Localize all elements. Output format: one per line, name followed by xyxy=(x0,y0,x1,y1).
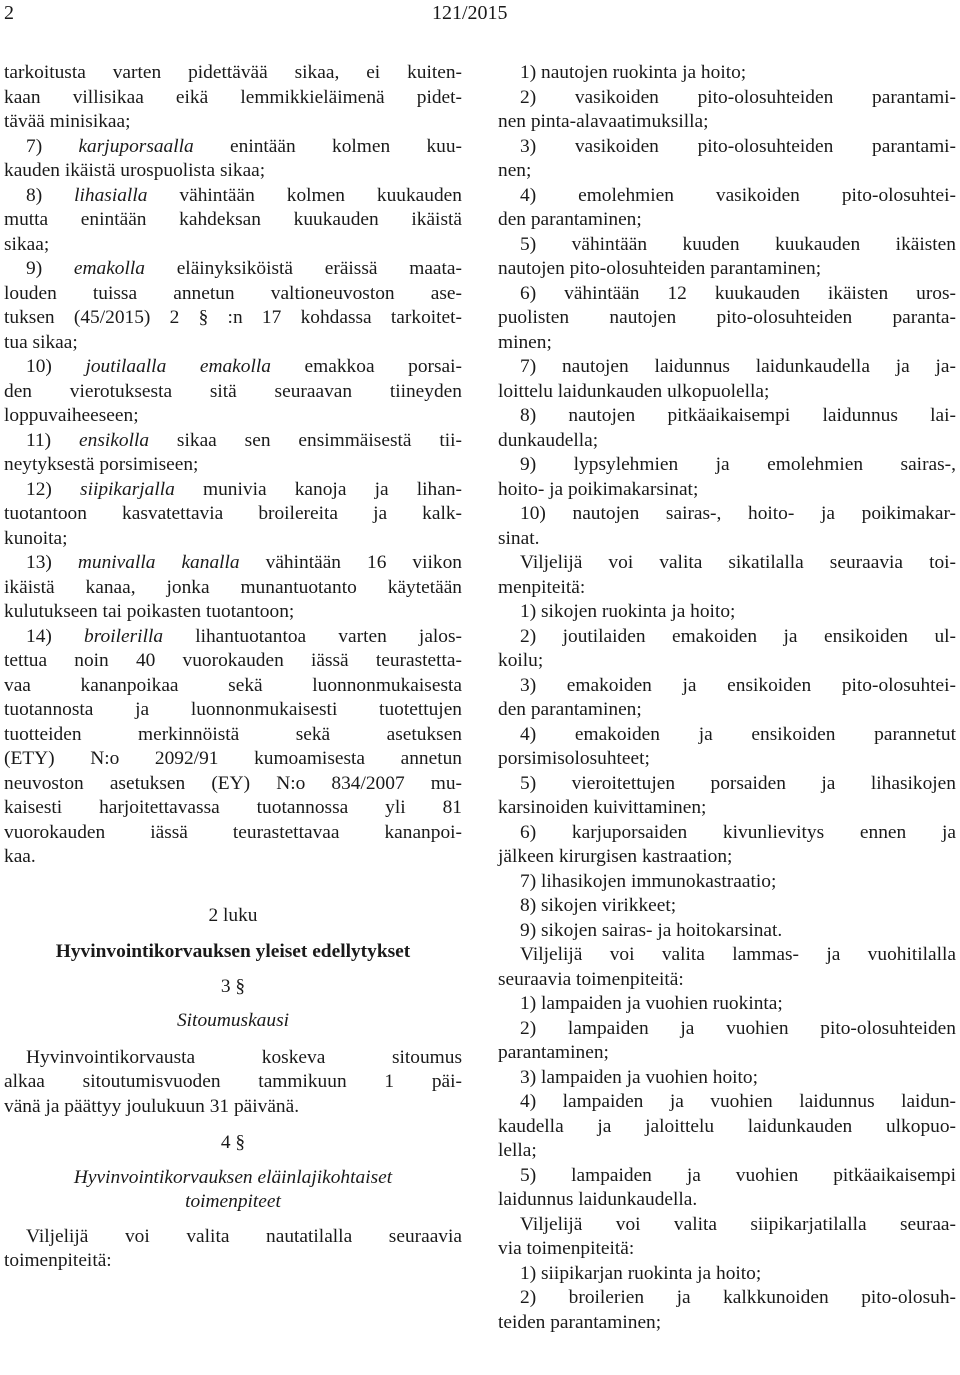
spacer xyxy=(4,870,462,890)
statute-reference: 121/2015 xyxy=(432,2,508,24)
text-line: 3 § xyxy=(220,975,246,997)
defined-term: broilerilla xyxy=(84,625,164,647)
text-line: 6) karjuporsaiden kivunlievitys ennen ja xyxy=(520,821,956,843)
text-line: 1) siipikarjan ruokinta ja hoito; xyxy=(520,1262,762,1284)
paragraph xyxy=(498,1017,956,1066)
text-line: 2 luku xyxy=(208,904,258,926)
paragraph xyxy=(498,943,956,992)
text-line: 2) lampaiden ja vuohien pito-olosuhteiden xyxy=(520,1017,956,1039)
text-line: 2) broilerien ja kalkkunoiden pito-olosuh- xyxy=(520,1287,956,1308)
text-line: puolisten nautojen pito-olosuhteiden paranta- xyxy=(498,307,956,328)
text-line: sikaa; xyxy=(4,233,50,255)
text-line: hoito- ja poikimakarsinat; xyxy=(498,478,699,500)
text-line: nen; xyxy=(498,160,532,181)
paragraph xyxy=(498,1262,956,1287)
text-line: Viljelijä voi valita nautatilalla seuraavia xyxy=(26,1225,462,1247)
paragraph xyxy=(4,257,462,355)
text-line: 4) emolehmien vasikoiden pito-olosuhtei- xyxy=(520,184,956,206)
text-line: vänä ja päättyy joulukuun 31 päivänä. xyxy=(4,1095,300,1117)
defined-term: siipikarjalla xyxy=(80,478,175,500)
text-line: Viljelijä voi valita sikatilalla seuraavia toi- xyxy=(520,552,956,573)
text-line: Viljelijä voi valita siipikarjatilalla seuraa- xyxy=(520,1213,956,1235)
paragraph xyxy=(498,86,956,135)
text-line: tävää minisikaa; xyxy=(4,111,131,132)
text-line: Viljelijä voi valita lammas- ja vuohitilalla xyxy=(520,944,956,965)
text-line: porsimisolosuhteet; xyxy=(498,748,650,769)
heading xyxy=(4,1166,462,1215)
paragraph xyxy=(4,551,462,625)
text-line: tuotteiden merkinnöistä sekä asetuksen xyxy=(4,723,462,745)
text-line: Hyvinvointikorvauksen eläinlajikohtaiset xyxy=(73,1166,393,1188)
paragraph xyxy=(4,625,462,870)
text-line: kaan villisikaa eikä lemmikkieläimenä pidet- xyxy=(4,86,462,108)
paragraph xyxy=(498,551,956,600)
text-line: kunoita; xyxy=(4,527,68,549)
paragraph xyxy=(4,1046,462,1120)
paragraph xyxy=(498,894,956,919)
paragraph xyxy=(4,1225,462,1274)
text-line: loppuvaiheeseen; xyxy=(4,405,139,426)
text-line: 2) joutilaiden emakoiden ja ensikoiden ul- xyxy=(520,625,956,647)
text-line: den vierotuksesta sitä seuraavan tiineyden xyxy=(4,380,462,402)
paragraph xyxy=(498,821,956,870)
text-line: ikäistä kanaa, jonka munantuotanto käytetään xyxy=(4,576,462,598)
text-line: 7) lihasikojen immunokastraatio; xyxy=(520,870,777,892)
text-line: toimenpiteet xyxy=(185,1191,281,1212)
heading xyxy=(4,1131,462,1156)
text-line: laidunnus laidunkaudella. xyxy=(498,1189,698,1210)
heading xyxy=(4,1009,462,1034)
paragraph xyxy=(498,184,956,233)
paragraph xyxy=(498,674,956,723)
text-line: dunkaudella; xyxy=(498,429,599,451)
text-line: parantaminen; xyxy=(498,1042,609,1063)
text-line: 10) nautojen sairas-, hoito- ja poikimakar- xyxy=(520,503,956,524)
paragraph xyxy=(498,1213,956,1262)
text-line: 4) emakoiden ja ensikoiden parannetut xyxy=(520,723,956,745)
text-line: Hyvinvointikorvauksen yleiset edellytykset xyxy=(55,941,411,962)
text-line: kaa. xyxy=(4,846,36,867)
paragraph xyxy=(498,1066,956,1091)
paragraph xyxy=(498,135,956,184)
text-line: 8) nautojen pitkäaikaisempi laidunnus lai- xyxy=(520,405,956,426)
text-line: kulutukseen tai poikasten tuotantoon; xyxy=(4,601,295,622)
text-line: kaudella ja jaloittelu laidunkauden ulkopuo- xyxy=(498,1115,956,1137)
text-line: teiden parantaminen; xyxy=(498,1311,662,1333)
text-line: 13) munivalla kanalla vähintään 16 viikon xyxy=(26,552,462,573)
paragraph xyxy=(498,992,956,1017)
text-line: 11) ensikolla sikaa sen ensimmäisestä tii- xyxy=(26,429,462,451)
paragraph xyxy=(4,355,462,429)
paragraph xyxy=(498,233,956,282)
text-line: tuotannosta ja luonnonmukaisesti tuotettujen xyxy=(4,699,462,720)
paragraph xyxy=(498,625,956,674)
paragraph xyxy=(498,772,956,821)
text-line: 4 § xyxy=(220,1132,246,1153)
text-line: loittelu laidunkauden ulkopuolella; xyxy=(498,380,770,402)
paragraph xyxy=(4,184,462,258)
page-number: 2 xyxy=(4,2,14,24)
text-line: neuvoston asetuksen (EY) N:o 834/2007 mu- xyxy=(4,772,462,794)
text-line: tuksen (45/2015) 2 § :n 17 kohdassa tarkoitet- xyxy=(4,307,462,328)
paragraph xyxy=(498,600,956,625)
text-line: tua sikaa; xyxy=(4,331,78,353)
text-line: 3) lampaiden ja vuohien hoito; xyxy=(520,1066,759,1088)
text-line: minen; xyxy=(498,331,552,353)
text-line: 14) broilerilla lihantuotantoa varten jalos- xyxy=(26,625,463,647)
text-line: lella; xyxy=(498,1140,537,1161)
paragraph xyxy=(4,429,462,478)
paragraph xyxy=(498,355,956,404)
text-line: 9) sikojen sairas- ja hoitokarsinat. xyxy=(520,919,783,941)
paragraph xyxy=(4,61,462,135)
defined-term: munivalla kanalla xyxy=(77,552,240,573)
paragraph xyxy=(498,1090,956,1164)
text-line: vuorokauden iässä teurastettavaa kananpoi- xyxy=(4,821,462,843)
text-line: 12) siipikarjalla munivia kanoja ja lihan- xyxy=(26,478,462,500)
paragraph xyxy=(498,61,956,86)
text-line: nautojen pito-olosuhteiden parantaminen; xyxy=(498,258,822,279)
text-line: 9) emakolla eläinyksiköistä eräissä maata- xyxy=(26,258,462,279)
text-line: 1) nautojen ruokinta ja hoito; xyxy=(520,62,747,83)
text-line: 2) vasikoiden pito-olosuhteiden parantami- xyxy=(520,86,956,108)
text-line: 5) lampaiden ja vuohien pitkäaikaisempi xyxy=(520,1164,956,1186)
defined-term: lihasialla xyxy=(74,184,148,206)
paragraph xyxy=(498,1164,956,1213)
text-line: kauden ikäistä urospuolista sikaa; xyxy=(4,160,266,181)
text-line: den parantaminen; xyxy=(498,699,642,720)
text-line: 8) sikojen virikkeet; xyxy=(520,895,677,916)
paragraph xyxy=(4,135,462,184)
text-line: sinat. xyxy=(498,527,540,549)
defined-term: karjuporsaalla xyxy=(78,135,194,157)
text-line: 5) vieroitettujen porsaiden ja lihasikojen xyxy=(520,772,956,794)
text-line: seuraavia toimenpiteitä: xyxy=(498,968,684,990)
text-line: menpiteitä: xyxy=(498,576,586,598)
text-line: louden tuissa annetun valtioneuvoston ase- xyxy=(4,282,462,304)
text-line: 8) lihasialla vähintään kolmen kuukauden xyxy=(26,184,462,206)
text-line: 6) vähintään 12 kuukauden ikäisten uros- xyxy=(520,282,956,304)
defined-term: emakolla xyxy=(73,258,145,279)
page-header xyxy=(0,0,960,30)
text-line: 9) lypsylehmien ja emolehmien sairas-, xyxy=(520,454,956,475)
paragraph xyxy=(498,404,956,453)
text-line: karsinoiden kuivittaminen; xyxy=(498,797,707,818)
text-line: (ETY) N:o 2092/91 kumoamisesta annetun xyxy=(4,748,462,769)
paragraph xyxy=(498,453,956,502)
defined-term: joutilaalla emakolla xyxy=(85,356,271,377)
heading xyxy=(4,975,462,1000)
text-line: 5) vähintään kuuden kuukauden ikäisten xyxy=(520,233,956,255)
text-line: koilu; xyxy=(498,650,544,671)
text-line: alkaa sitoutumisvuoden tammikuun 1 päi- xyxy=(4,1071,462,1092)
text-line: 3) vasikoiden pito-olosuhteiden parantami- xyxy=(520,135,956,157)
paragraph xyxy=(498,502,956,551)
text-line: 7) karjuporsaalla enintään kolmen kuu- xyxy=(26,135,462,157)
text-line: 3) emakoiden ja ensikoiden pito-olosuhtei- xyxy=(520,674,956,696)
text-line: 1) sikojen ruokinta ja hoito; xyxy=(520,601,736,622)
text-line: tettua noin 40 vuorokauden iässä teurastetta- xyxy=(4,650,462,671)
text-line: 1) lampaiden ja vuohien ruokinta; xyxy=(520,993,783,1014)
paragraph xyxy=(4,478,462,552)
text-line: 10) joutilaalla emakolla emakkoa porsai- xyxy=(26,356,462,377)
text-line: nen pinta-alavaatimuksilla; xyxy=(498,111,709,132)
heading xyxy=(4,940,462,965)
text-line: mutta enintään kahdeksan kuukauden ikäistä xyxy=(4,209,462,230)
text-line: jälkeen kirurgisen kastraation; xyxy=(498,846,733,867)
text-line: toimenpiteitä: xyxy=(4,1250,112,1271)
paragraph xyxy=(498,1286,956,1335)
right-column xyxy=(498,61,956,1335)
text-line: vaa kananpoikaa sekä luonnonmukaisesta xyxy=(4,674,462,696)
text-line: den parantaminen; xyxy=(498,209,642,230)
paragraph xyxy=(498,919,956,944)
text-line: kaisesti harjoitettavassa tuotannossa yli 81 xyxy=(4,797,462,818)
defined-term: ensikolla xyxy=(79,429,150,451)
text-line: neytyksestä porsimiseen; xyxy=(4,454,199,475)
text-line: Hyvinvointikorvausta koskeva sitoumus xyxy=(26,1046,462,1068)
paragraph xyxy=(498,282,956,356)
paragraph xyxy=(498,723,956,772)
text-line: tarkoitusta varten pidettävää sikaa, ei kuiten- xyxy=(4,62,462,83)
heading xyxy=(4,904,462,929)
text-line: 7) nautojen laidunnus laidunkaudella ja ja- xyxy=(520,356,956,377)
text-line: tuotantoon kasvatettavia broilereita ja kalk- xyxy=(4,503,462,524)
text-line: via toimenpiteitä: xyxy=(498,1238,635,1259)
text-line: 4) lampaiden ja vuohien laidunnus laidun- xyxy=(520,1091,956,1112)
text-line: Sitoumuskausi xyxy=(176,1010,290,1031)
paragraph xyxy=(498,870,956,895)
left-column xyxy=(4,61,462,1274)
